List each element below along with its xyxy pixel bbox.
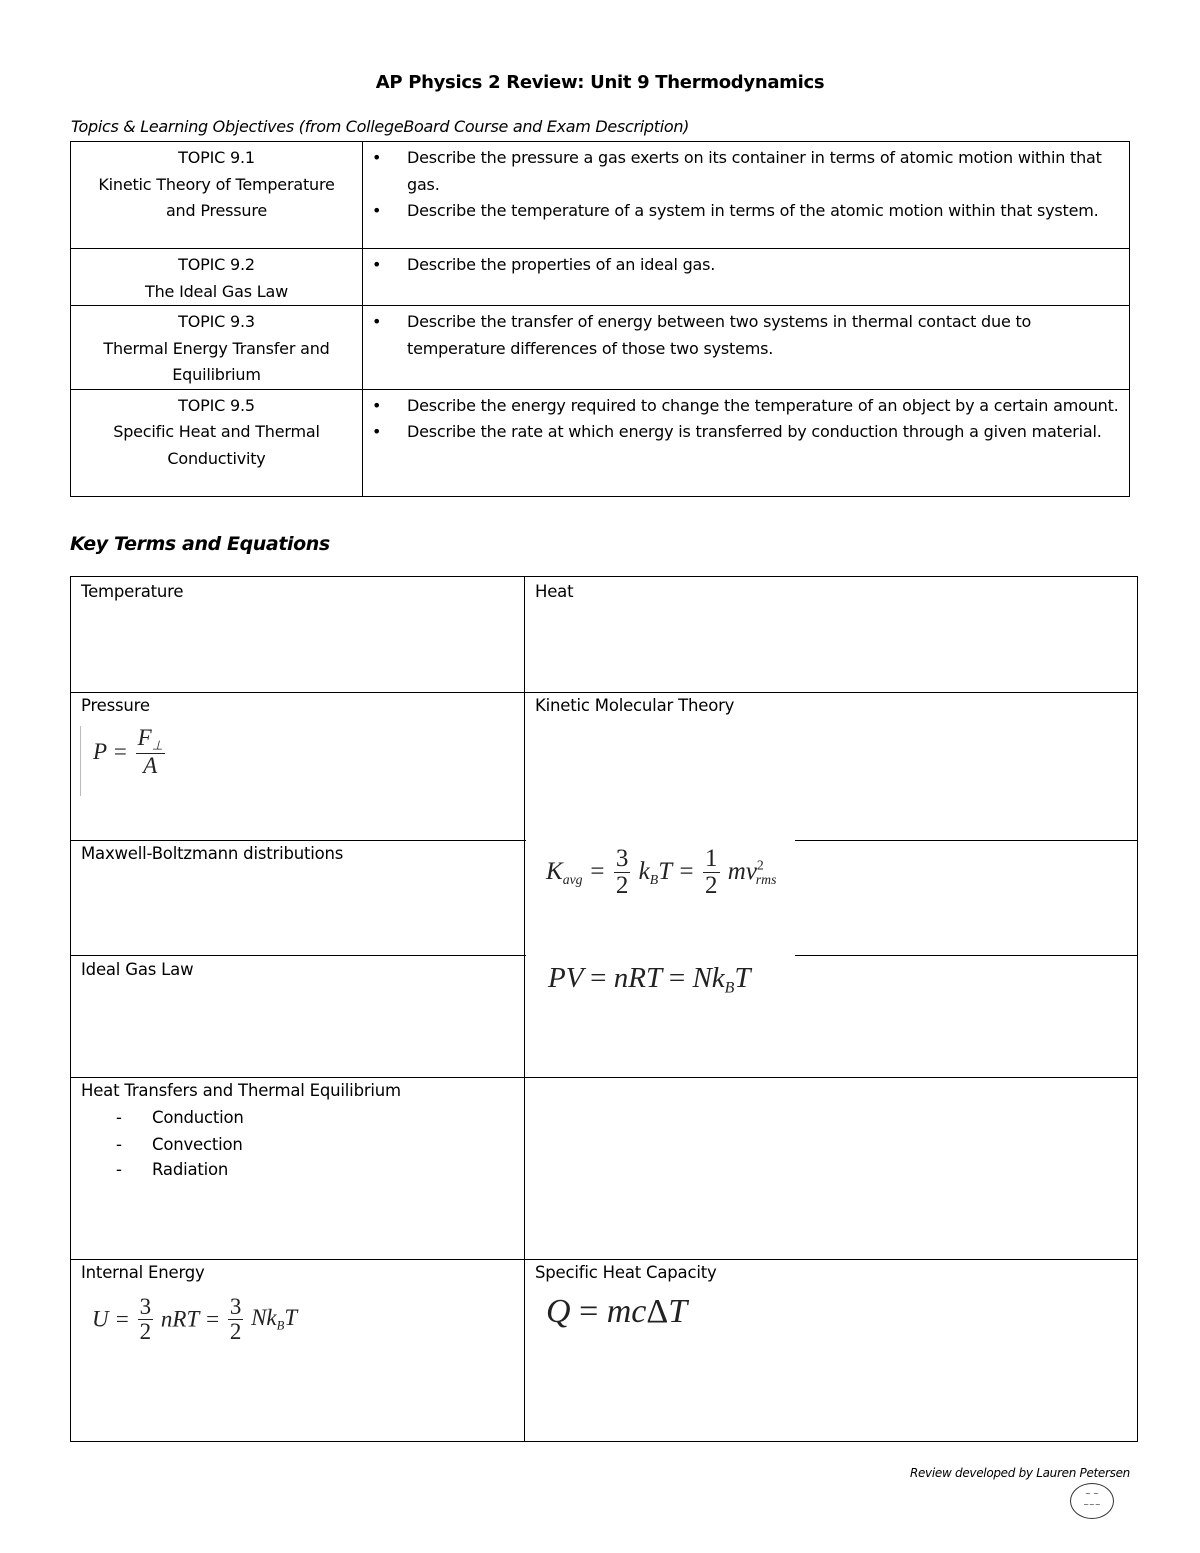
- maxwell-boltzmann-label: Maxwell-Boltzmann distributions: [81, 844, 344, 863]
- topic-cell: [71, 306, 363, 390]
- dash-bullet: -: [116, 1160, 122, 1179]
- topic-code: TOPIC 9.5: [178, 395, 255, 415]
- temperature-label: Temperature: [81, 582, 184, 601]
- pressure-label: Pressure: [81, 696, 150, 715]
- heat-transfer-mode: Radiation: [152, 1160, 229, 1179]
- table-row: [71, 142, 1130, 249]
- objectives-cell: [363, 142, 1130, 249]
- topic-cell: [71, 249, 363, 306]
- topic-cell: [71, 389, 363, 496]
- topic-name: Specific Heat and Thermal Conductivity: [113, 422, 320, 468]
- heat-transfers-label: Heat Transfers and Thermal Equilibrium: [81, 1081, 401, 1100]
- internal-energy-label: Internal Energy: [81, 1263, 205, 1282]
- heat-label: Heat: [535, 582, 574, 601]
- ideal-gas-equation: PV = nRT = $Nk_BT$: [548, 962, 751, 997]
- author-logo: ~ ~ ~~~: [1070, 1483, 1114, 1519]
- topic-name: Kinetic Theory of Temperature and Pressure: [98, 174, 335, 220]
- topic-code: TOPIC 9.3: [178, 312, 255, 331]
- internal-energy-equation: U = $\frac{3}{2}$ nRT = $\frac{3}{2}$ $Nk_BT$: [92, 1294, 298, 1345]
- specific-heat-capacity-label: Specific Heat Capacity: [535, 1263, 717, 1282]
- footer-credit: Review developed by Lauren Petersen: [909, 1466, 1130, 1480]
- objective-item: • Describe the temperature of a system in terms of the atomic motion within that system.: [369, 198, 1123, 225]
- pressure-equation: P = $\frac{F_\perp}{A}$: [80, 726, 167, 796]
- heat-transfer-mode: Conduction: [152, 1108, 244, 1127]
- specific-heat-equation: Q = mcΔT: [546, 1293, 688, 1330]
- objective-item: • Describe the energy required to change the temperature of an object by a certain amount.: [369, 393, 1123, 420]
- objective-item: • Describe the pressure a gas exerts on its container in terms of atomic motion within that gas.: [369, 145, 1123, 198]
- table-row: [71, 389, 1130, 496]
- objectives-cell: [363, 249, 1130, 306]
- objectives-cell: [363, 389, 1130, 496]
- dash-bullet: -: [116, 1135, 122, 1154]
- objective-item: • Describe the properties of an ideal gas.: [369, 252, 1123, 279]
- objectives-cell: [363, 306, 1130, 390]
- heat-transfer-mode: Convection: [152, 1135, 243, 1154]
- page-title: AP Physics 2 Review: Unit 9 Thermodynamics: [375, 72, 825, 93]
- topic-code: TOPIC 9.1: [178, 148, 255, 167]
- objective-item: • Describe the transfer of energy between two systems in thermal contact due to temperature differences of those two systems.: [369, 309, 1123, 362]
- objective-item: • Describe the rate at which energy is transferred by conduction through a given material.: [369, 419, 1123, 446]
- dash-bullet: -: [116, 1108, 122, 1127]
- ideal-gas-law-label: Ideal Gas Law: [81, 960, 194, 979]
- topic-name: The Ideal Gas Law: [145, 281, 288, 301]
- key-terms-heading: Key Terms and Equations: [70, 533, 330, 555]
- topic-cell: [71, 142, 363, 249]
- topic-name: Thermal Energy Transfer and Equilibrium: [103, 338, 330, 384]
- table-row: [71, 249, 1130, 306]
- kinetic-molecular-theory-label: Kinetic Molecular Theory: [535, 696, 735, 715]
- topic-code: TOPIC 9.2: [178, 255, 255, 274]
- topics-caption: Topics & Learning Objectives (from CollegeBoard Course and Exam Description): [71, 117, 690, 136]
- topics-table: [70, 141, 1130, 497]
- kinetic-energy-equation: $K_{avg}$ = $\frac{3}{2}$ $k_BT$ = $\frac{1}{2}$ $mv^2_{rms}$: [546, 845, 777, 900]
- table-row: [71, 306, 1130, 390]
